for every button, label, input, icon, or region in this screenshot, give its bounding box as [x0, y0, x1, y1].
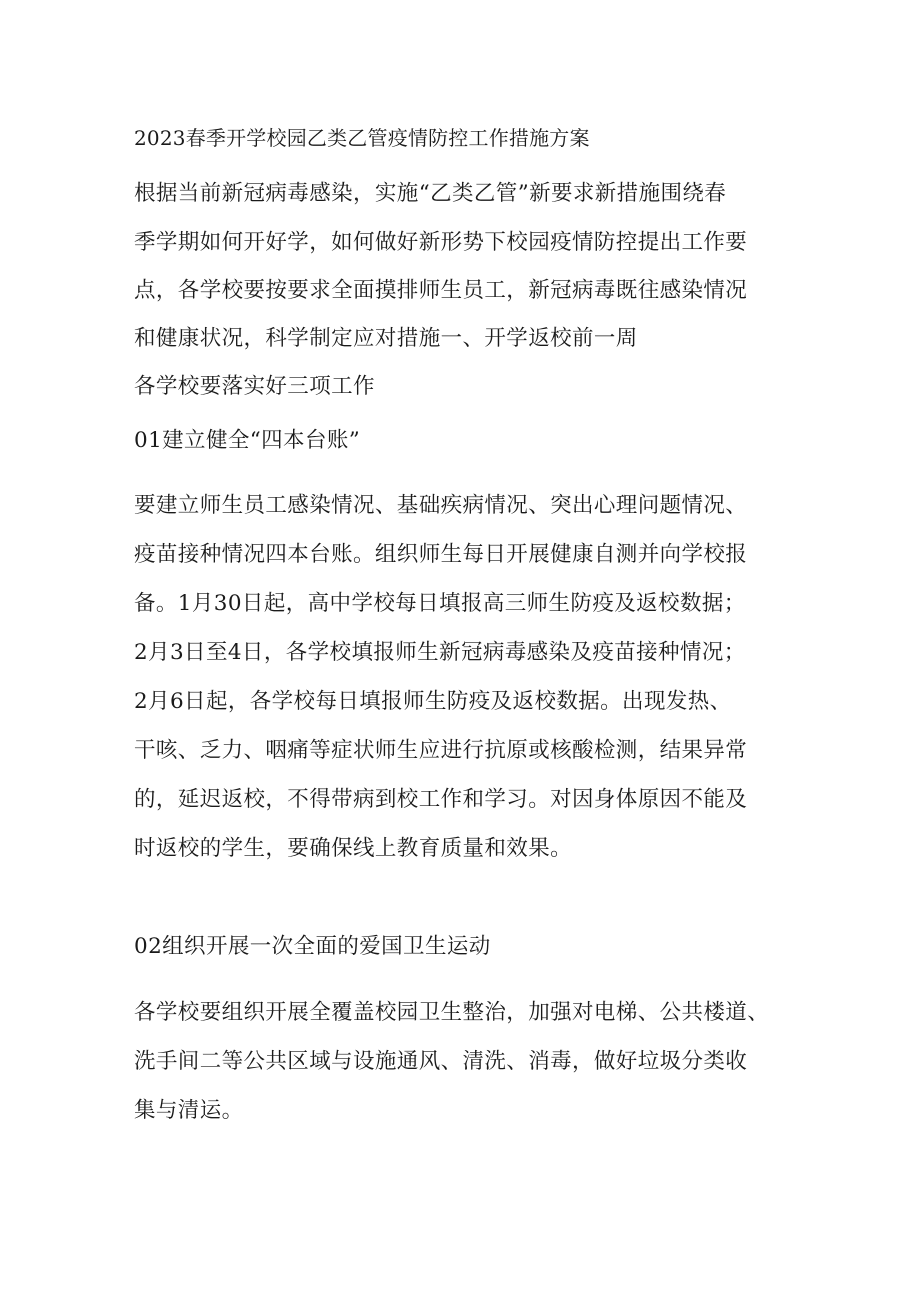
- section1-line: 干咳、乏力、咽痛等症状师生应进行抗原或核酸检测，结果异常: [134, 738, 748, 763]
- section2-line: 集与清运。: [134, 1098, 244, 1123]
- intro-line: 和健康状况，科学制定应对措施一、开学返校前一周: [134, 326, 638, 351]
- intro-line: 根据当前新冠病毒感染，实施“乙类乙管”新要求新措施围绕春: [134, 181, 727, 206]
- section2-heading: 02组织开展一次全面的爱国卫生运动: [134, 934, 491, 959]
- intro-line: 季学期如何开好学，如何做好新形势下校园疫情防控提出工作要: [134, 230, 748, 255]
- section1-line: 疫苗接种情况四本台账。组织师生每日开展健康自测并向学校报: [134, 542, 748, 567]
- section1-line: 时返校的学生，要确保线上教育质量和效果。: [134, 836, 573, 861]
- section2-line: 各学校要组织开展全覆盖校园卫生整治，加强对电梯、公共楼道、: [134, 1000, 770, 1025]
- document-title: 2023春季开学校园乙类乙管疫情防控工作措施方案: [134, 126, 590, 150]
- intro-line: 各学校要落实好三项工作: [134, 374, 375, 399]
- section1-line: 的，延迟返校，不得带病到校工作和学习。对因身体原因不能及: [134, 787, 748, 812]
- section1-line: 2月3日至4日，各学校填报师生新冠病毒感染及疫苗接种情况；: [134, 640, 746, 665]
- section1-line: 2月6日起，各学校每日填报师生防疫及返校数据。出现发热、: [134, 689, 732, 714]
- intro-line: 点，各学校要按要求全面摸排师生员工，新冠病毒既往感染情况: [134, 278, 748, 303]
- section1-line: 要建立师生员工感染情况、基础疾病情况、突出心理问题情况、: [134, 493, 748, 518]
- section2-line: 洗手间二等公共区域与设施通风、清洗、消毒，做好垃圾分类收: [134, 1049, 748, 1074]
- section1-line: 备。1月30日起，高中学校每日填报高三师生防疫及返校数据；: [134, 591, 746, 616]
- section1-heading: 01建立健全“四本台账”: [134, 428, 361, 453]
